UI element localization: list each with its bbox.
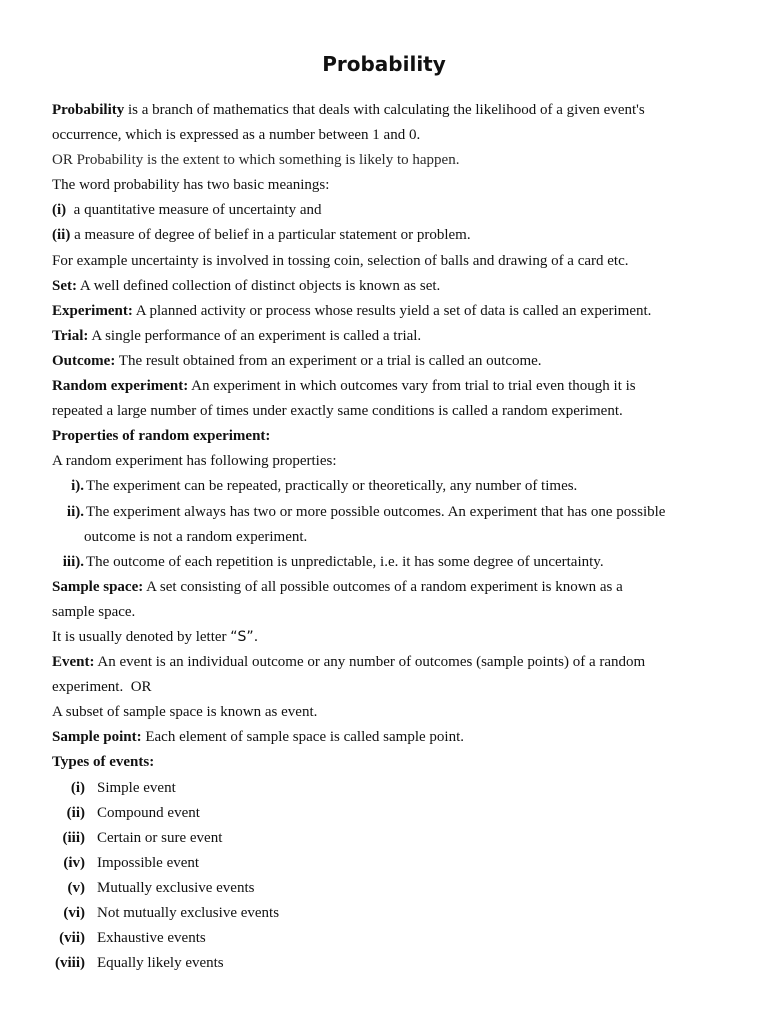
definition-text: An event is an individual outcome or any number of outcomes (sample points) of a random xyxy=(94,654,646,671)
letter-s: “S”. xyxy=(230,628,259,645)
property-item xyxy=(52,500,732,525)
meaning-item xyxy=(52,198,732,223)
definition-text: A well defined collection of distinct objects is known as set. xyxy=(77,277,441,294)
term-random-experiment: Random experiment: xyxy=(52,378,189,395)
definition-text: A single performance of an experiment is called a trial. xyxy=(88,327,422,344)
property-text: The outcome of each repetition is unpredictable, i.e. it has some degree of uncertainty. xyxy=(86,553,604,570)
property-number: i). xyxy=(71,478,84,495)
event-type-text: Compound event xyxy=(97,804,200,821)
event-type-item xyxy=(52,876,732,901)
properties-intro: A random experiment has following properties: xyxy=(52,453,337,470)
definition-text: A planned activity or process whose results yield a set of data is called an experiment. xyxy=(132,302,652,319)
property-number: ii). xyxy=(66,503,84,520)
definition-text: An experiment in which outcomes vary from trial to trial even though it is xyxy=(188,378,636,395)
event-type-item xyxy=(52,826,732,851)
definition-text: The result obtained from an experiment or a trial is called an outcome. xyxy=(115,352,542,369)
definition-random-experiment-line-2: repeated a large number of times under exactly same conditions is called a random experiment. xyxy=(52,403,623,420)
event-type-text: Exhaustive events xyxy=(97,930,206,947)
definition-text: Each element of sample space is called sample point. xyxy=(141,729,464,746)
property-continuation: outcome is not a random experiment. xyxy=(84,528,308,545)
definition-sample-space-line-2: sample space. xyxy=(52,603,136,620)
event-type-item xyxy=(52,776,732,801)
meaning-item xyxy=(52,223,732,248)
event-type-text: Mutually exclusive events xyxy=(97,879,255,896)
meaning-text: a quantitative measure of uncertainty and xyxy=(66,202,322,219)
denotation-line xyxy=(52,625,732,650)
event-type-item xyxy=(52,901,732,926)
event-type-number: (vi) xyxy=(63,905,85,921)
term-experiment: Experiment: xyxy=(52,302,133,319)
event-types-list xyxy=(52,776,732,977)
event-type-number: (i) xyxy=(70,779,85,796)
event-type-number: (viii) xyxy=(55,955,85,972)
property-item xyxy=(52,550,732,575)
example-line: For example uncertainty is involved in tossing coin, selection of balls and drawing of a card etc. xyxy=(52,252,629,269)
event-type-number: (iii) xyxy=(62,829,85,846)
term-sample-point: Sample point: xyxy=(52,729,142,746)
term-sample-space: Sample space: xyxy=(52,578,144,595)
definition-text: is a branch of mathematics that deals with calculating the likelihood of a given event's xyxy=(124,102,645,118)
properties-list xyxy=(52,474,732,574)
event-type-text: Equally likely events xyxy=(97,955,224,972)
definition-random-experiment-line-1 xyxy=(52,374,732,399)
event-type-text: Certain or sure event xyxy=(97,829,223,846)
event-type-text: Simple event xyxy=(97,779,176,796)
meanings-intro: The word probability has two basic meanings: xyxy=(52,177,330,194)
definition-experiment xyxy=(52,299,732,324)
definition-event-line-2: experiment. OR xyxy=(52,679,152,696)
property-text: The experiment always has two or more possible outcomes. An experiment that has one possible xyxy=(86,503,666,520)
event-type-item xyxy=(52,851,732,876)
meaning-number: (ii) xyxy=(52,227,71,244)
definition-sample-space-line-1 xyxy=(52,575,732,600)
event-type-text: Impossible event xyxy=(97,854,200,871)
definition-sample-point xyxy=(52,725,732,750)
event-type-number: (ii) xyxy=(66,804,85,821)
definition-set xyxy=(52,274,732,299)
denotation-text: It is usually denoted by letter xyxy=(52,628,231,645)
property-item xyxy=(52,474,732,499)
term-event: Event: xyxy=(52,654,95,671)
meaning-number: (i) xyxy=(52,202,67,219)
event-type-text: Not mutually exclusive events xyxy=(97,905,280,921)
definition-probability-line-2: occurrence, which is expressed as a number between 1 and 0. xyxy=(52,127,421,144)
event-type-item xyxy=(52,926,732,951)
properties-heading: Properties of random experiment: xyxy=(52,428,271,445)
definition-trial xyxy=(52,324,732,349)
definition-probability-line-1 xyxy=(52,98,732,123)
meaning-text: a measure of degree of belief in a particular statement or problem. xyxy=(70,227,471,244)
definition-event-line-3: A subset of sample space is known as event. xyxy=(52,704,318,721)
types-heading: Types of events: xyxy=(52,754,155,771)
alternate-definition: OR Probability is the extent to which something is likely to happen. xyxy=(52,152,460,169)
term-trial: Trial: xyxy=(52,327,89,344)
page-title: Probability xyxy=(322,52,446,76)
definition-outcome xyxy=(52,349,732,374)
event-type-item xyxy=(52,951,732,976)
document-body xyxy=(52,98,732,976)
term-probability: Probability xyxy=(52,102,125,118)
term-outcome: Outcome: xyxy=(52,352,116,369)
event-type-number: (iv) xyxy=(63,854,85,871)
definition-text: A set consisting of all possible outcomes of a random experiment is known as a xyxy=(143,578,623,595)
event-type-number: (v) xyxy=(67,879,85,896)
definition-event-line-1 xyxy=(52,650,732,675)
event-type-number: (vii) xyxy=(59,930,85,947)
event-type-item xyxy=(52,801,732,826)
property-number: iii). xyxy=(62,553,84,570)
property-text: The experiment can be repeated, practically or theoretically, any number of times. xyxy=(86,478,578,495)
term-set: Set: xyxy=(52,277,77,294)
